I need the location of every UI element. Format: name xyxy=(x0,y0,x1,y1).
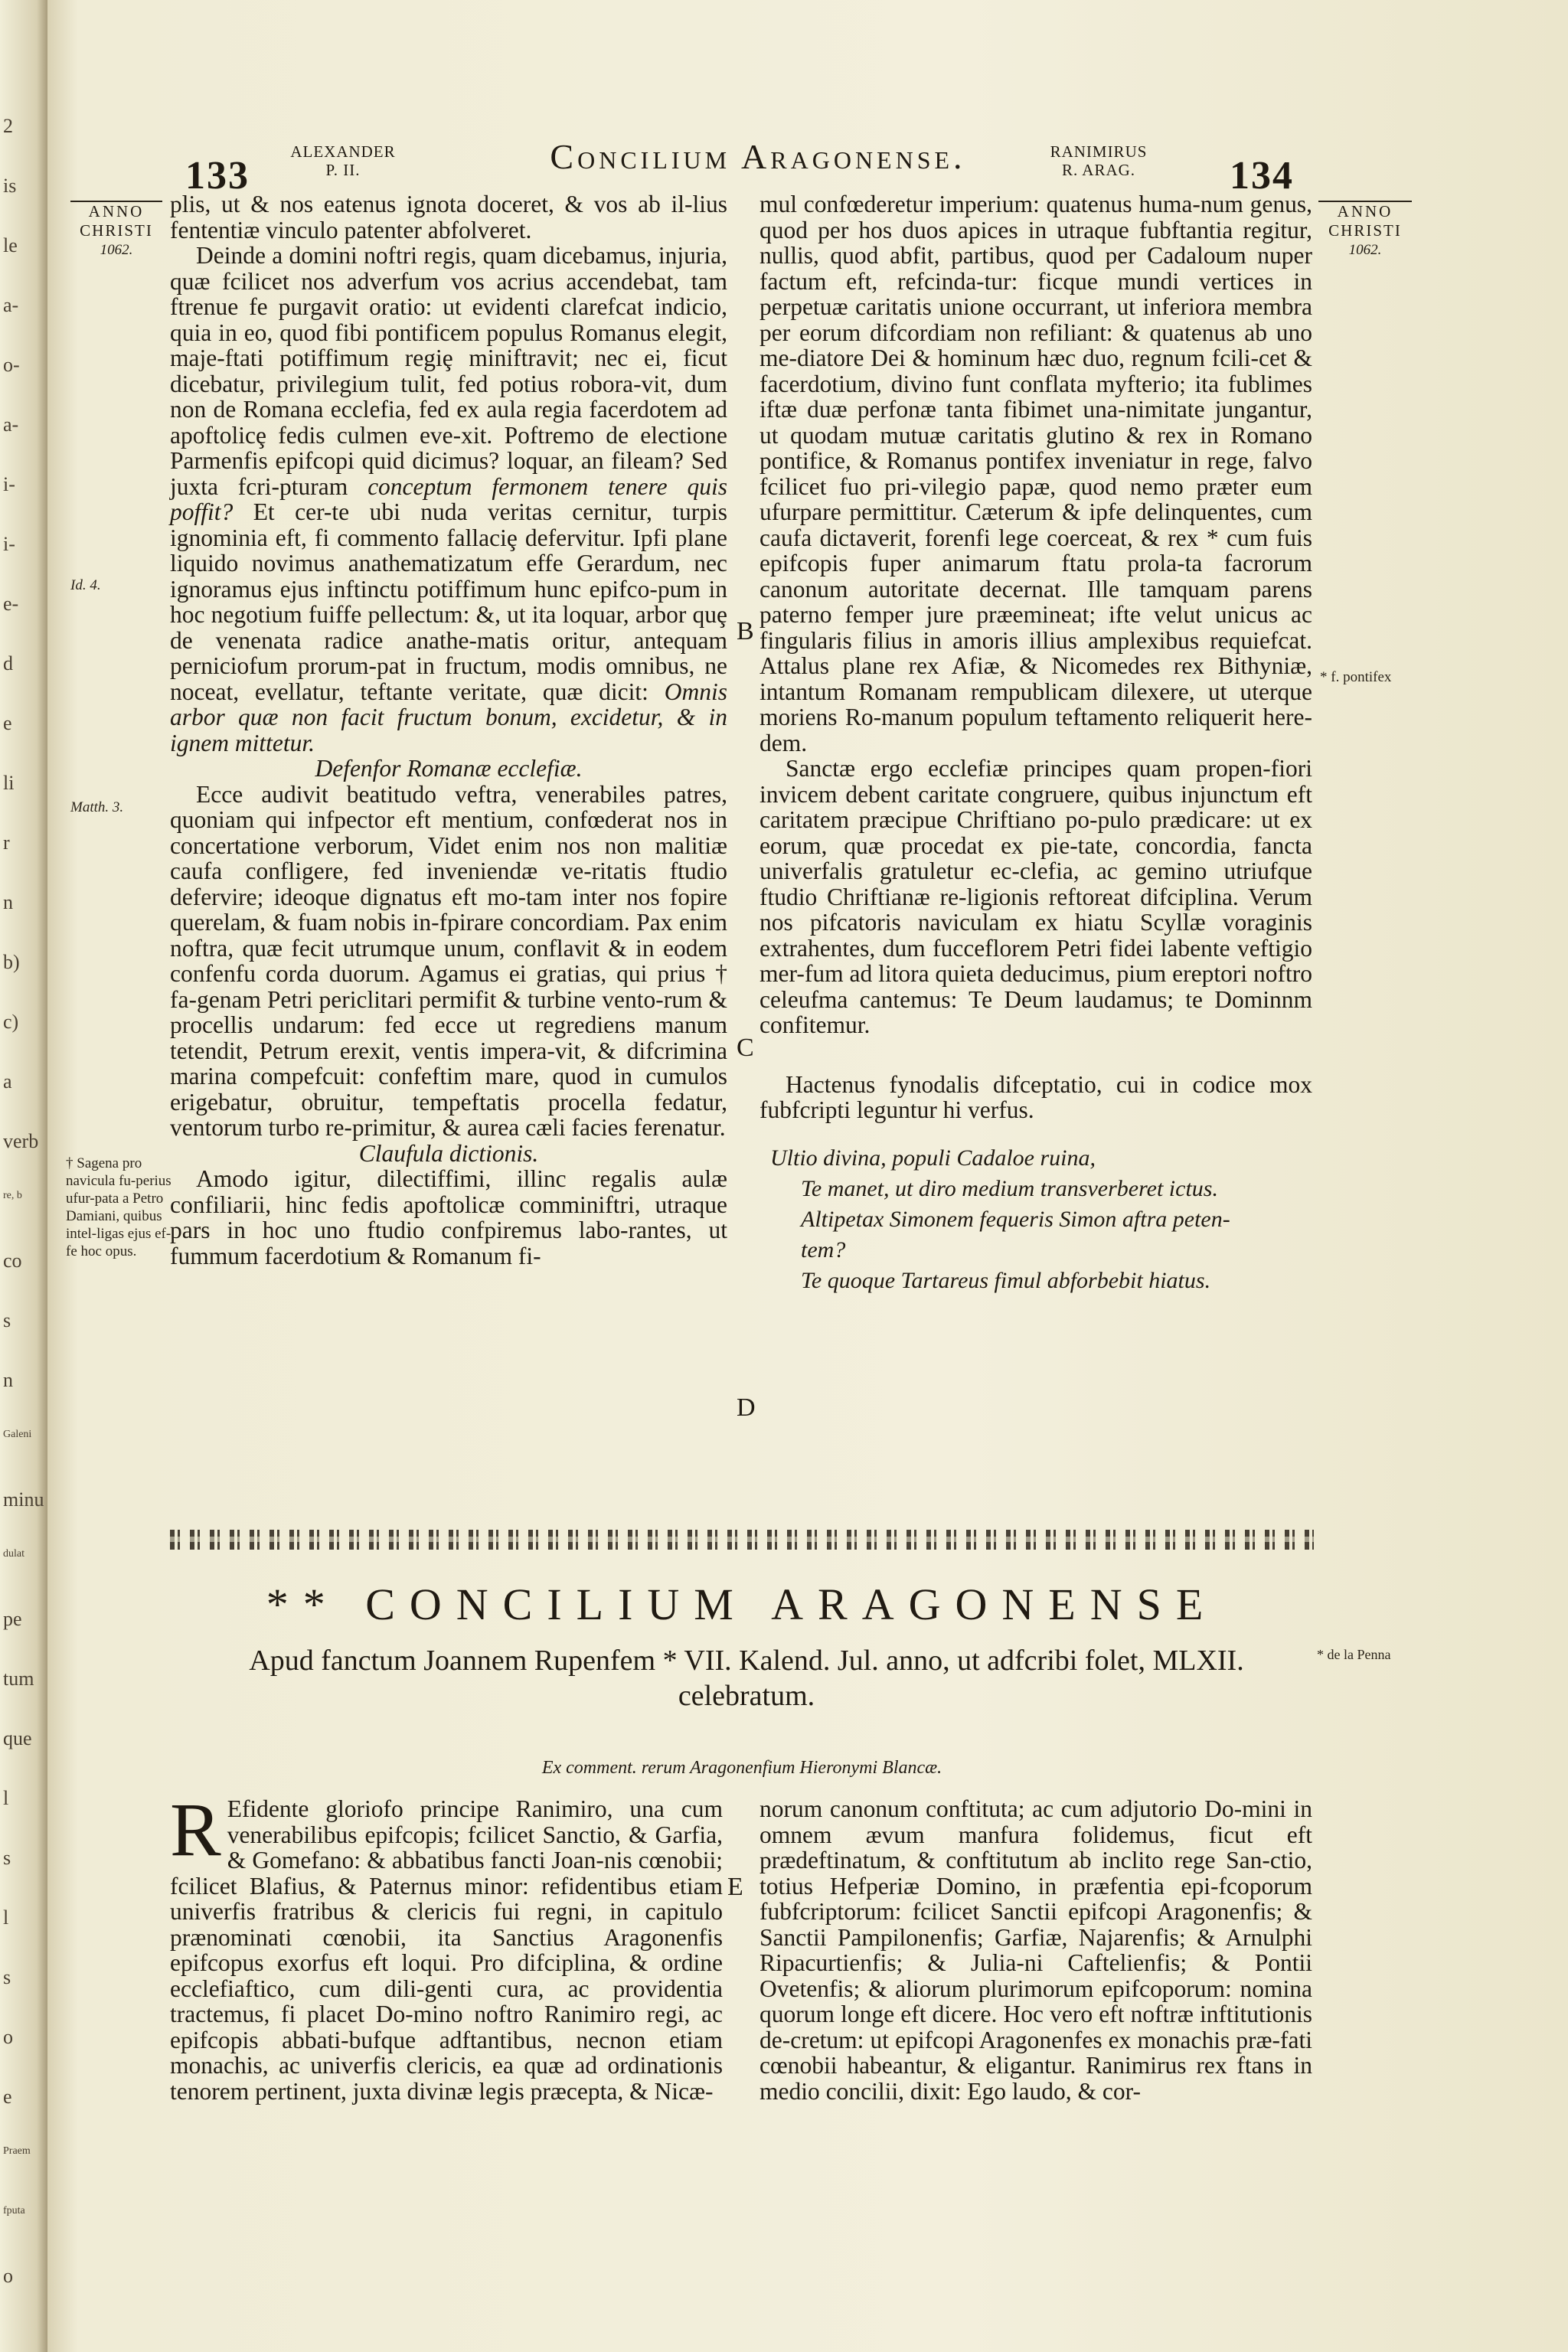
gutter-fragment: que xyxy=(3,1727,32,1749)
gutter-fragment: verb xyxy=(3,1130,39,1152)
ornamental-rule xyxy=(170,1530,1314,1550)
marginal-note-pontifex: * f. pontifex xyxy=(1320,669,1392,685)
gutter-fragment: Praem xyxy=(3,2145,31,2157)
gutter-fragment: e xyxy=(3,2086,12,2108)
year-box-left xyxy=(70,201,162,260)
paragraph: Efidente gloriofo principe Ranimiro, una cum venerabilibus epifcopis; fcilicet Sanctio, & Garfia, & Gomefano: & abbatibus fancti Joan-nis cœnobii; fcilicet Blafius, & Paternus minor: refidentibus etiam univerfis fratribus & clericis fui regni, in capitulo prænominati cœnobii, ita Sanctius Aragonenfis epifcopus exorfus eft loqui. Pro difciplina, & ordine ecclefiaftico, cum dili-genti cura, ac providentia tractemus, fi placet Do-mino noftro Ranimiro regi, ac epifcopis abbati-bufque adftantibus, necnon etiam monachis, ac univerfis clericis, ea quæ ad ordinationis tenorem pertinent, juxta divinæ legis præcepta, & Nicæ- xyxy=(170,1795,723,2105)
gutter-fragment: i- xyxy=(3,473,15,495)
gutter-fragment: o xyxy=(3,2026,13,2048)
gutter-fragment: n xyxy=(3,891,13,913)
gutter-fragment: d xyxy=(3,652,13,675)
gutter-fragment: b) xyxy=(3,951,20,973)
text-run: Et cer-te ubi nuda veritas cernitur, turpis ignominia eft, fi commento fallaciȩ defervitur. Ipfi plane liquido novimus anathematizatum effe Gerardum, nec ignoramus ejus inftinctu potiffimum hunc epifco-pum in hoc negotium fuiffe pellectum: &, ut ita loquar, arbor quȩ de venenata radice anathe-matis oritur, antequam perniciofum prorum-pat in fructum, modis omnibus, ne noceat, evellatur, teftante veritate, quæ dicit: xyxy=(170,498,728,705)
verse-line: Ultio divina, populi Cadaloe ruina, xyxy=(770,1145,1096,1171)
running-head-left-line: P. II. xyxy=(325,161,361,179)
marginal-note-isa: Id. 4. xyxy=(70,577,101,593)
paragraph xyxy=(170,243,727,756)
gutter-fragment: e- xyxy=(3,593,19,615)
drop-cap: R xyxy=(170,1787,221,1872)
gutter-fragment: l xyxy=(3,1787,9,1809)
binding-gutter xyxy=(0,0,47,2352)
gutter-fragment: minu xyxy=(3,1488,44,1511)
gutter-fragment: i- xyxy=(3,533,15,555)
gutter-fragment: a xyxy=(3,1070,12,1093)
gutter-fragment: 2 xyxy=(3,115,13,137)
page-title: Concilium Aragonense. xyxy=(550,137,966,176)
verse-line: Altipetax Simonem fequeris Simon aftra peten- xyxy=(801,1206,1230,1232)
year-box-right xyxy=(1318,201,1412,260)
gutter-fragment: s xyxy=(3,1847,11,1869)
section-heading-defensor: Defenfor Romanæ ecclefiæ. xyxy=(315,755,583,782)
year-label: ANNO xyxy=(70,201,162,221)
gutter-fragment: a- xyxy=(3,413,19,436)
right-column-upper xyxy=(760,191,1312,1296)
paragraph: Ecce audivit beatitudo veftra, venerabiles patres, quoniam qui infpector eft mentium, confœderat nos in concertatione verborum, Videt enim nos non malitiæ caufa confligere, fed inveniendæ ve-ritatis ftudio defervire; ideoque dignatus eft mo-tam inter nos fopire querelam, & fuam nobis in-fpirare concordiam. Pax enim noftra, quæ fecit utrumque unum, conflavit & in eodem confenfu corda duorum. Agamus ei gratias, qui prius † fa-genam Petri periclitari permifit & turbine vento-rum & procellis undarum: fed ecce ut regrediens manum tetendit, Petrum erexit, ventis impera-vit, & difcrimina marina compefcuit: confeftim mare, quod in cumulos erigebatur, obruitur, tempeftatis procella fedatur, ventorum turbo re-primitur, & aurea cæli facies ferenatur. xyxy=(170,780,727,1141)
gutter-fragment: fputa xyxy=(3,2205,25,2216)
verse-line: Te manet, ut diro medium transverberet ictus. xyxy=(801,1175,1218,1201)
running-head-right xyxy=(1034,142,1164,179)
paragraph: plis, ut & nos eatenus ignota doceret, & vos ab il-lius fententiæ vinculo patenter abfolveret. xyxy=(170,191,727,243)
left-column-lower xyxy=(170,1787,723,2105)
running-head-right-line: RANIMIRUS xyxy=(1050,142,1148,161)
year-value: 1062. xyxy=(100,242,133,258)
gutter-fragment: s xyxy=(3,1309,11,1331)
gutter-fragment: o- xyxy=(3,354,20,376)
gutter-fragment: c) xyxy=(3,1011,19,1033)
column-letter-e: E xyxy=(727,1873,743,1901)
column-letter-d: D xyxy=(737,1393,756,1422)
paragraph: Amodo igitur, dilectiffimi, illinc regalis aulæ confiliarii, hinc fedis apoftolicæ comminiftri, utraque pars in hoc uno ftudio confpiremus labo-rantes, ut fummum facerdotium & Romanum fi- xyxy=(170,1165,727,1269)
gutter-fragment: re, b xyxy=(3,1190,22,1201)
page-number-right: 134 xyxy=(1230,154,1294,198)
year-value: 1062. xyxy=(1348,242,1382,258)
gutter-fragment: a- xyxy=(3,294,19,316)
gutter-fragment: l xyxy=(3,1906,9,1929)
source-citation: Ex comment. rerum Aragonenfium Hieronymi Blancæ. xyxy=(541,1758,942,1778)
year-label: ANNO xyxy=(1318,201,1412,221)
right-column-lower xyxy=(760,1796,1312,2104)
page-number-left: 133 xyxy=(185,154,250,198)
gutter-fragment: co xyxy=(3,1250,22,1272)
gutter-fragment: o xyxy=(3,2265,13,2287)
running-head-right-line: R. ARAG. xyxy=(1061,161,1136,179)
verse-line: tem? xyxy=(801,1236,846,1263)
council-subtitle: Apud fanctum Joannem Rupenfem * VII. Kalend. Jul. anno, ut adfcribi folet, MLXII. celebratum. xyxy=(249,1645,1244,1712)
scripture-quote: Omnis arbor quæ non facit fructum bonum, excidetur, & in ignem mittetur. xyxy=(170,678,728,756)
year-label: CHRISTI xyxy=(80,221,153,240)
paragraph: norum canonum conftituta; ac cum adjutorio Do-mini in omnem ævum manfura folidemus, ficut eft prædeftinatum, & conftitutum ab inclito rege San-ctio, totius Hefperiæ Domino, in præfentia epi-fcoporum fubfcriptorum: fcilicet Sanctii epifcopi Aragonenfis; & Sanctii Pampilonenfis; Garfiæ, Najarenfis; & Arnulphi Ripacurtienfis; & Julia-ni Caftelienfis; & Pontii Ovetenfis; & aliorum plurimorum epifcoporum: nomina quorum longe eft dicere. Hoc vero eft noftræ inftitutionis de-cretum: ut epifcopi Aragonenfes ex monachis præ-fati cœnobii habeantur, & eligantur. Ranimirus rex ftans in medio concilii, dixit: Ego laudo, & cor- xyxy=(760,1795,1312,2105)
gutter-fragment: li xyxy=(3,772,15,794)
gutter-fragment: le xyxy=(3,234,18,256)
running-head-left xyxy=(289,142,397,179)
running-head-left-line: ALEXANDER xyxy=(290,142,396,161)
scripture-quote: conceptum fermonem tenere quis poffit? xyxy=(170,472,727,525)
left-column-upper xyxy=(170,191,727,1269)
text-run: Deinde a domini noftri regis, quam dicebamus, injuria, quæ fcilicet nos adverfum vos acrius accendebat, tam ftrenue fe purgavit oratio: ut evidenti clarefcat indicio, quia in eo, quod fibi pontificem populus Romanus elegit, maje-ftati potiffimum regiȩ miniftravit; nec ei, ficut dicebatur, privilegium tulit, fed potius robora-vit, dum non de Romana ecclefia, fed ex aula regia facerdotem ad apoftolicȩ fedis culmen eve-xit. Poftremo de electione Parmenfis epifcopi quid dicimus? loquar, an fileam? Sed juxta fcri-pturam xyxy=(170,242,727,500)
marginal-note-matth: Matth. 3. xyxy=(70,799,124,815)
gutter-fragment: dulat xyxy=(3,1548,24,1560)
gutter-fragment: n xyxy=(3,1369,13,1391)
paragraph: Hactenus fynodalis difceptatio, cui in codice mox fubfcripti leguntur hi verfus. xyxy=(760,1070,1312,1123)
verse-block xyxy=(760,1143,1312,1296)
marginal-note-penna: * de la Penna xyxy=(1317,1647,1391,1662)
verse-line: Te quoque Tartareus fimul abforbebit hiatus. xyxy=(801,1267,1211,1293)
gutter-fragment: is xyxy=(3,175,17,197)
council-title: ** CONCILIUM ARAGONENSE xyxy=(266,1579,1218,1629)
gutter-fragment: e xyxy=(3,712,12,734)
column-letter-b: B xyxy=(737,617,754,645)
gutter-fragment: s xyxy=(3,1966,11,1988)
gutter-fragment: pe xyxy=(3,1608,22,1630)
paragraph: Sanctæ ergo ecclefiæ principes quam propen-fiori invicem debent caritate congruere, quibus injunctum eft caritatem præcipue Chriftiano po-pulo prædicare: ut ex eorum, quæ procedat ex pie-tate, concordia, fancta univerfalis gratuletur ec-clefia, ac gemino utriufque ftudio Chriftianæ re-ligionis reftoreat difciplina. Verum nos pifcatoris naviculam ex hiatu Scyllæ voraginis extrahentes, dum fucceflorem Petri fidei labente veftigio mer-fum ad litora quieta deducimus, pium ereptori noftro celeufma cantemus: Te Deum laudamus; te Dominnm confitemur. xyxy=(760,755,1312,1038)
gutter-fragment: Galeni xyxy=(3,1429,32,1440)
paragraph: mul confœderetur imperium: quatenus huma-num genus, quod per hos duos apices in utraque fubftantia regitur, nullis, quod abfit, partibus, quod per Cadaloum nuper factum eft, refcinda-tur: ficque mundi vertices in perpetuæ caritatis unione occurrant, ut inferiora membra per eorum difcordiam non refiliant: & quatenus ab uno me-diatore Dei & hominum hæc duo, regnum fcili-cet & facerdotium, divino funt conflata myfterio; ita fublimes iftæ duæ perfonæ tanta fibimet una-nimitate jungantur, ut quodam mutuæ caritatis glutino & rex in Romano pontifice, & Romanus pontifex inveniatur in rege, falvo fcilicet fuo pri-vilegio papæ, quod nemo præter eum ufurpare permittitur. Cæterum & ipfe delinquentes, cum caufa dictaverit, forenfi lege coerceat, & rex * cum fuis epifcopis fuper animarum ftatu prola-ta facrorum canonum autoritate decernat. Ille tamquam parens paterno femper jure præemineat; ifte velut unicus ac fingularis filius in amoris illius amplexibus requiefcat. Attalus plane rex Afiæ, & Nicomedes rex Bithyniæ, intantum Romanam rempublicam dilexere, ut uterque moriens Ro-manum populum teftamento reliquerit here-dem. xyxy=(760,191,1312,756)
section-heading-clausula: Claufula dictionis. xyxy=(358,1139,539,1167)
gutter-fragment: r xyxy=(3,831,10,854)
column-letter-c: C xyxy=(737,1034,754,1062)
gutter-fragment: tum xyxy=(3,1668,34,1690)
year-label: CHRISTI xyxy=(1328,221,1402,240)
marginal-note-sagena: † Sagena pro navicula fu-perius ufur-pata a Petro Damiani, quibus intel-ligas ejus ef-fe hoc opus. xyxy=(66,1155,172,1259)
